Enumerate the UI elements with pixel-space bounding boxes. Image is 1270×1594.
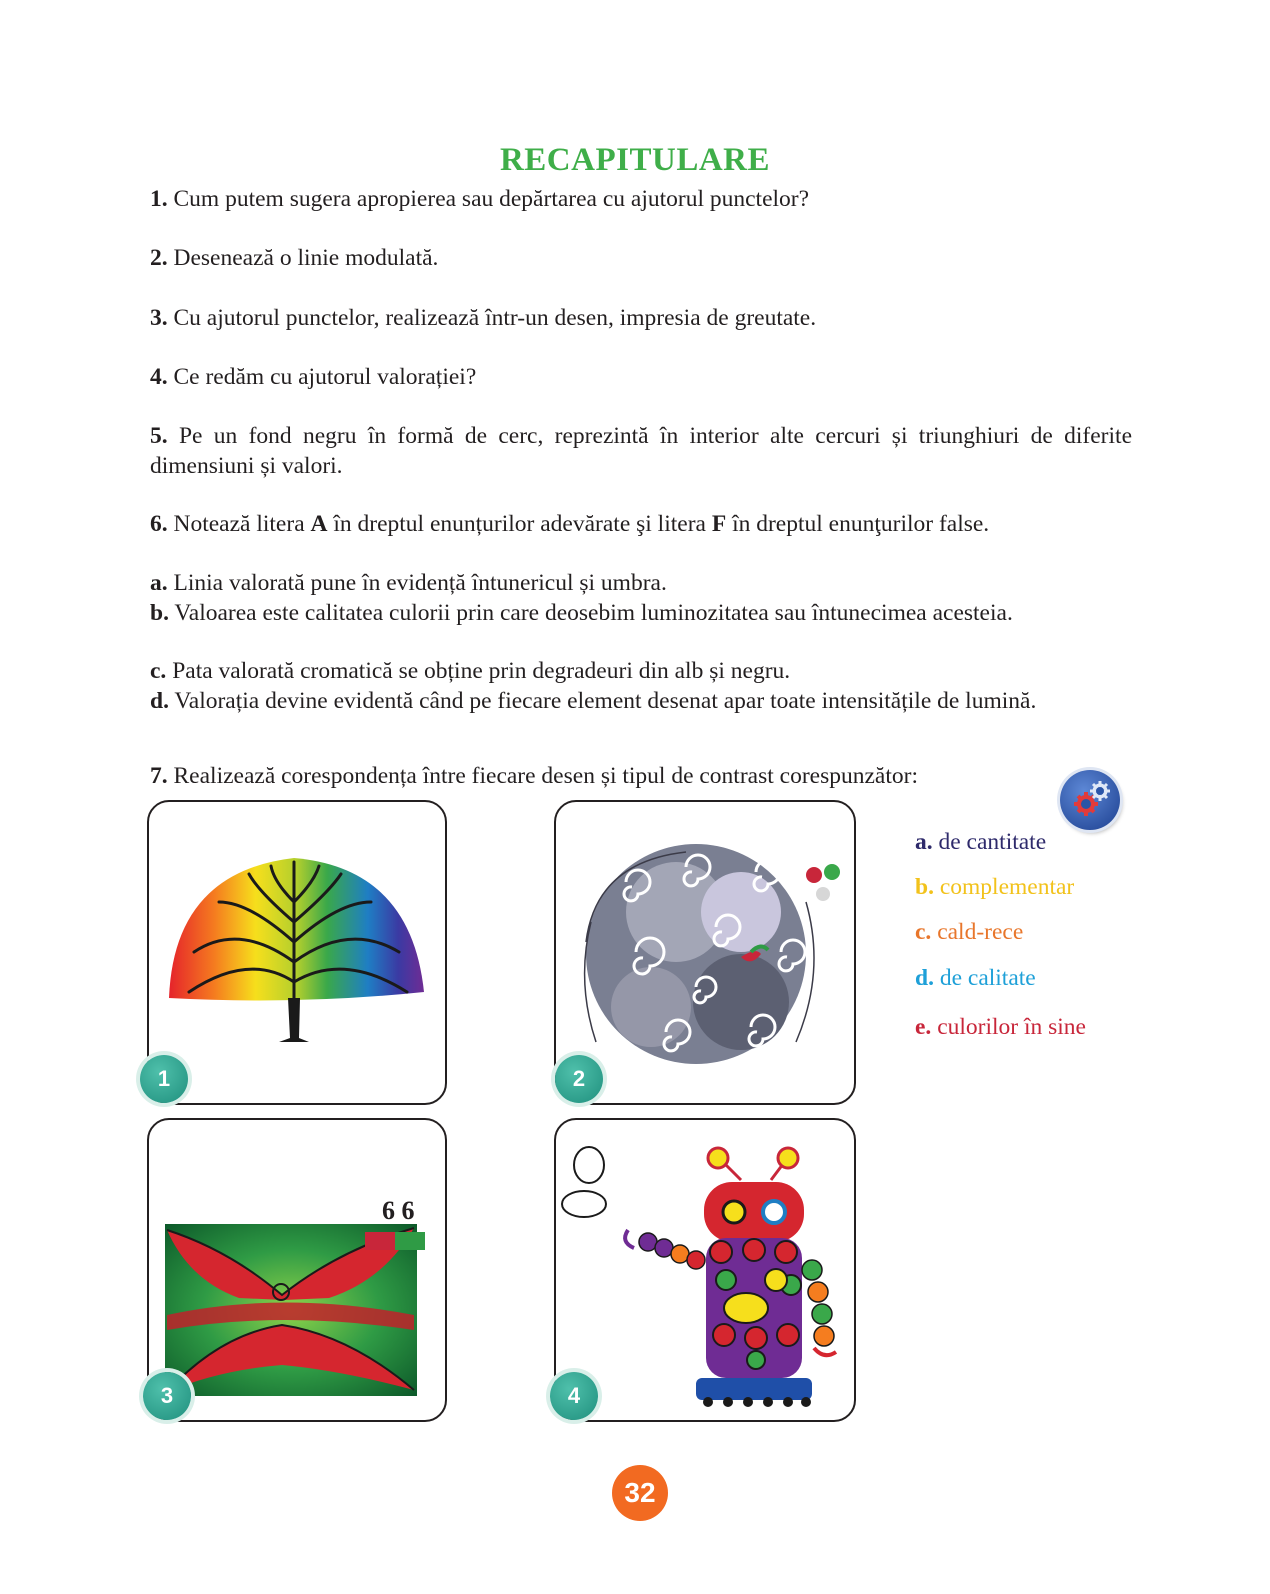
statement-text: Valoarea este calitatea culorii prin care deosebim luminozitatea sau întunecimea acesteia. — [174, 600, 1013, 626]
question-3 — [150, 303, 1132, 333]
question-number: 5. — [150, 423, 168, 449]
statement-letter: d. — [150, 688, 169, 714]
panel-number-badge: 1 — [140, 1055, 188, 1103]
option-letter: a. — [915, 829, 933, 855]
drawing-panel-1 — [147, 800, 447, 1105]
statement-text: Linia valorată pune în evidență întunericul și umbra. — [173, 570, 667, 596]
question-text: Notează litera — [173, 511, 305, 537]
statement-text: Valorația devine evidentă când pe fiecare element desenat apar toate intensitățile de lumină. — [174, 688, 1037, 714]
question-number: 7. — [150, 763, 168, 789]
question-number: 3. — [150, 305, 168, 331]
question-number: 6. — [150, 511, 168, 537]
option-a — [915, 829, 1046, 856]
question-text: Ce redăm cu ajutorul valorației? — [173, 364, 477, 390]
option-text: de cantitate — [938, 829, 1047, 855]
option-text: culorilor în sine — [937, 1014, 1086, 1040]
page-title: RECAPITULARE — [499, 142, 771, 178]
question-number: 1. — [150, 186, 168, 212]
question-text: Realizează corespondența între fiecare desen și tipul de contrast corespunzător: — [173, 763, 918, 789]
option-b — [915, 874, 1074, 901]
statement-letter: a. — [150, 570, 168, 596]
question-7 — [150, 761, 1050, 791]
question-text: în dreptul enunțurilor adevărate şi litera — [333, 511, 706, 537]
question-4 — [150, 362, 1132, 392]
option-letter: d. — [915, 965, 934, 991]
option-text: de calitate — [939, 965, 1036, 991]
red-green-drawing — [149, 1120, 445, 1420]
statement-d — [150, 686, 1132, 716]
question-text: Cu ajutorul punctelor, realizează într-un desen, impresia de greutate. — [173, 305, 817, 331]
drawing-panel-4 — [554, 1118, 856, 1422]
drawing-panel-3 — [147, 1118, 447, 1422]
gears-icon — [1060, 770, 1120, 830]
letter-f: F — [711, 511, 727, 537]
option-text: complementar — [939, 874, 1075, 900]
letter-a: A — [310, 511, 328, 537]
option-e — [915, 1014, 1086, 1041]
statement-letter: b. — [150, 600, 169, 626]
question-5 — [150, 421, 1132, 481]
option-d — [915, 965, 1036, 992]
option-letter: c. — [915, 919, 932, 945]
spiral-circle-drawing — [556, 802, 854, 1103]
statement-letter: c. — [150, 658, 167, 684]
question-6 — [150, 509, 1132, 539]
statement-b — [150, 598, 1132, 628]
statement-text: Pata valorată cromatică se obține prin degradeuri din alb și negru. — [172, 658, 791, 684]
panel-number-badge: 2 — [555, 1055, 603, 1103]
statement-c — [150, 656, 1132, 686]
question-1 — [150, 184, 1132, 214]
robot-drawing — [556, 1120, 854, 1420]
question-number: 4. — [150, 364, 168, 390]
statement-a — [150, 568, 1132, 598]
question-2 — [150, 243, 1132, 273]
question-text: Pe un fond negru în formă de cerc, reprezintă în interior alte cercuri și triunghiuri de diferite dimensiuni și valori. — [150, 423, 1133, 479]
option-letter: b. — [915, 874, 934, 900]
rainbow-tree-drawing — [149, 802, 445, 1103]
question-number: 2. — [150, 245, 168, 271]
option-c — [915, 919, 1023, 946]
drawing-panel-2 — [554, 800, 856, 1105]
page-number: 32 — [612, 1465, 668, 1521]
question-text: în dreptul enunţurilor false. — [732, 511, 990, 537]
option-text: cald-rece — [937, 919, 1024, 945]
question-text: Cum putem sugera apropierea sau depărtarea cu ajutorul punctelor? — [173, 186, 810, 212]
panel-number-badge: 3 — [143, 1372, 191, 1420]
color-pair-label: 6 6 — [382, 1196, 415, 1225]
question-text: Desenează o linie modulată. — [173, 245, 439, 271]
panel-number-badge: 4 — [550, 1372, 598, 1420]
option-letter: e. — [915, 1014, 932, 1040]
